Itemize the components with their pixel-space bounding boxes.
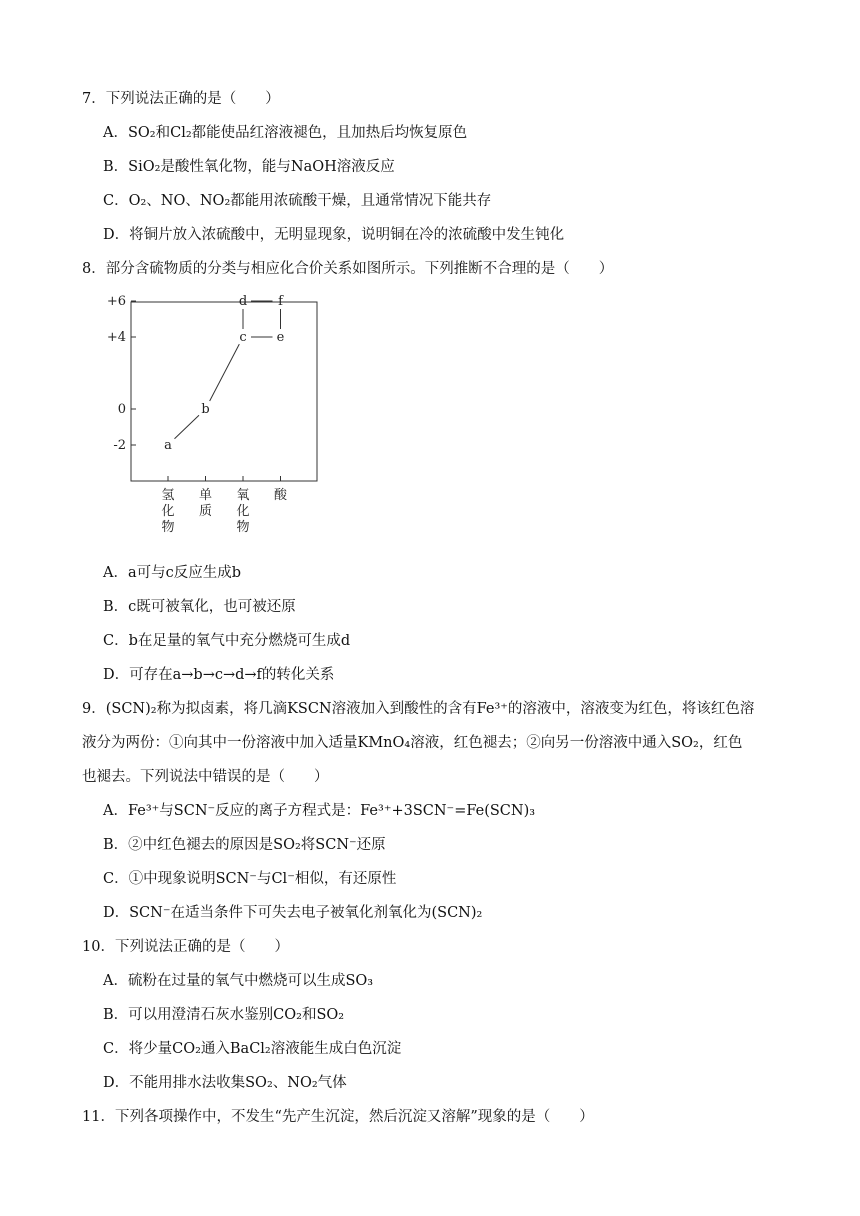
connector-b-c — [210, 344, 240, 401]
x-category-label: 物 — [161, 520, 175, 535]
y-tick-label: 0 — [117, 402, 126, 417]
q9-option-c: C．①中现象说明SCN⁻与Cl⁻相似，有还原性 — [103, 871, 397, 887]
y-tick-label: -2 — [113, 438, 126, 453]
q10-option-d: D．不能用排水法收集SO₂、NO₂气体 — [103, 1075, 347, 1091]
q9-stem-line-2: 液分为两份：①向其中一份溶液中加入适量KMnO₄溶液，红色褪去；②向另一份溶液中通入SO₂，红色 — [82, 735, 743, 751]
y-tick-label: +6 — [106, 294, 126, 309]
x-category-label: 化 — [161, 504, 175, 519]
point-b: b — [201, 402, 210, 417]
q9-stem-line-1: 9．(SCN)₂称为拟卤素，将几滴KSCN溶液加入到酸性的含有Fe³⁺的溶液中，溶液变为红色，将该红色溶 — [82, 701, 755, 717]
q10-option-a: A．硫粉在过量的氧气中燃烧可以生成SO₃ — [103, 973, 374, 989]
q9-option-a: A．Fe³⁺与SCN⁻反应的离子方程式是：Fe³⁺+3SCN⁻=Fe(SCN)₃ — [103, 803, 536, 819]
point-e: e — [276, 330, 285, 345]
y-tick-label: +4 — [106, 330, 126, 345]
x-category-label: 质 — [198, 504, 213, 519]
q7-option-b: B．SiO₂是酸性氧化物，能与NaOH溶液反应 — [103, 159, 395, 175]
q8-option-c: C．b在足量的氧气中充分燃烧可生成d — [103, 633, 351, 649]
x-category-label: 酸 — [273, 488, 288, 503]
x-category-label: 氧 — [236, 488, 250, 503]
q7-option-c: C．O₂、NO、NO₂都能用浓硫酸干燥，且通常情况下能共存 — [103, 193, 492, 209]
q7-option-a: A．SO₂和Cl₂都能使品红溶液褪色，且加热后均恢复原色 — [103, 125, 468, 141]
q9-option-d: D．SCN⁻在适当条件下可失去电子被氧化剂氧化为(SCN)₂ — [103, 905, 483, 921]
x-axis — [161, 476, 288, 535]
q9-stem-line-3: 也褪去。下列说法中错误的是（ ） — [82, 769, 329, 785]
q8-option-b: B．c既可被氧化，也可被还原 — [103, 599, 296, 615]
point-d: d — [238, 294, 248, 309]
x-category-label: 物 — [236, 520, 250, 535]
y-axis — [107, 294, 136, 453]
q11-stem: 11．下列各项操作中，不发生“先产生沉淀，然后沉淀又溶解”现象的是（ ） — [82, 1109, 594, 1125]
connector-lines — [174, 301, 280, 439]
point-f: f — [278, 294, 283, 309]
connector-a-b — [174, 415, 199, 439]
q7-option-d: D．将铜片放入浓硫酸中，无明显现象，说明铜在冷的浓硫酸中发生钝化 — [103, 227, 565, 243]
sulfur-valence-diagram — [100, 292, 340, 542]
q10-option-c: C．将少量CO₂通入BaCl₂溶液能生成白色沉淀 — [103, 1041, 402, 1057]
q9-option-b: B．②中红色褪去的原因是SO₂将SCN⁻还原 — [103, 837, 386, 853]
q8-stem: 8．部分含硫物质的分类与相应化合价关系如图所示。下列推断不合理的是（ ） — [82, 261, 614, 277]
q7-stem: 7．下列说法正确的是（ ） — [82, 91, 280, 107]
q10-stem: 10．下列说法正确的是（ ） — [82, 939, 289, 955]
x-category-label: 化 — [236, 504, 250, 519]
point-c: c — [239, 330, 247, 345]
x-category-label: 单 — [198, 488, 213, 503]
x-category-label: 氢 — [161, 488, 175, 503]
point-a: a — [164, 438, 172, 453]
q10-option-b: B．可以用澄清石灰水鉴别CO₂和SO₂ — [103, 1007, 345, 1023]
q8-option-a: A．a可与c反应生成b — [103, 565, 242, 581]
q8-option-d: D．可存在a→b→c→d→f的转化关系 — [103, 667, 335, 683]
